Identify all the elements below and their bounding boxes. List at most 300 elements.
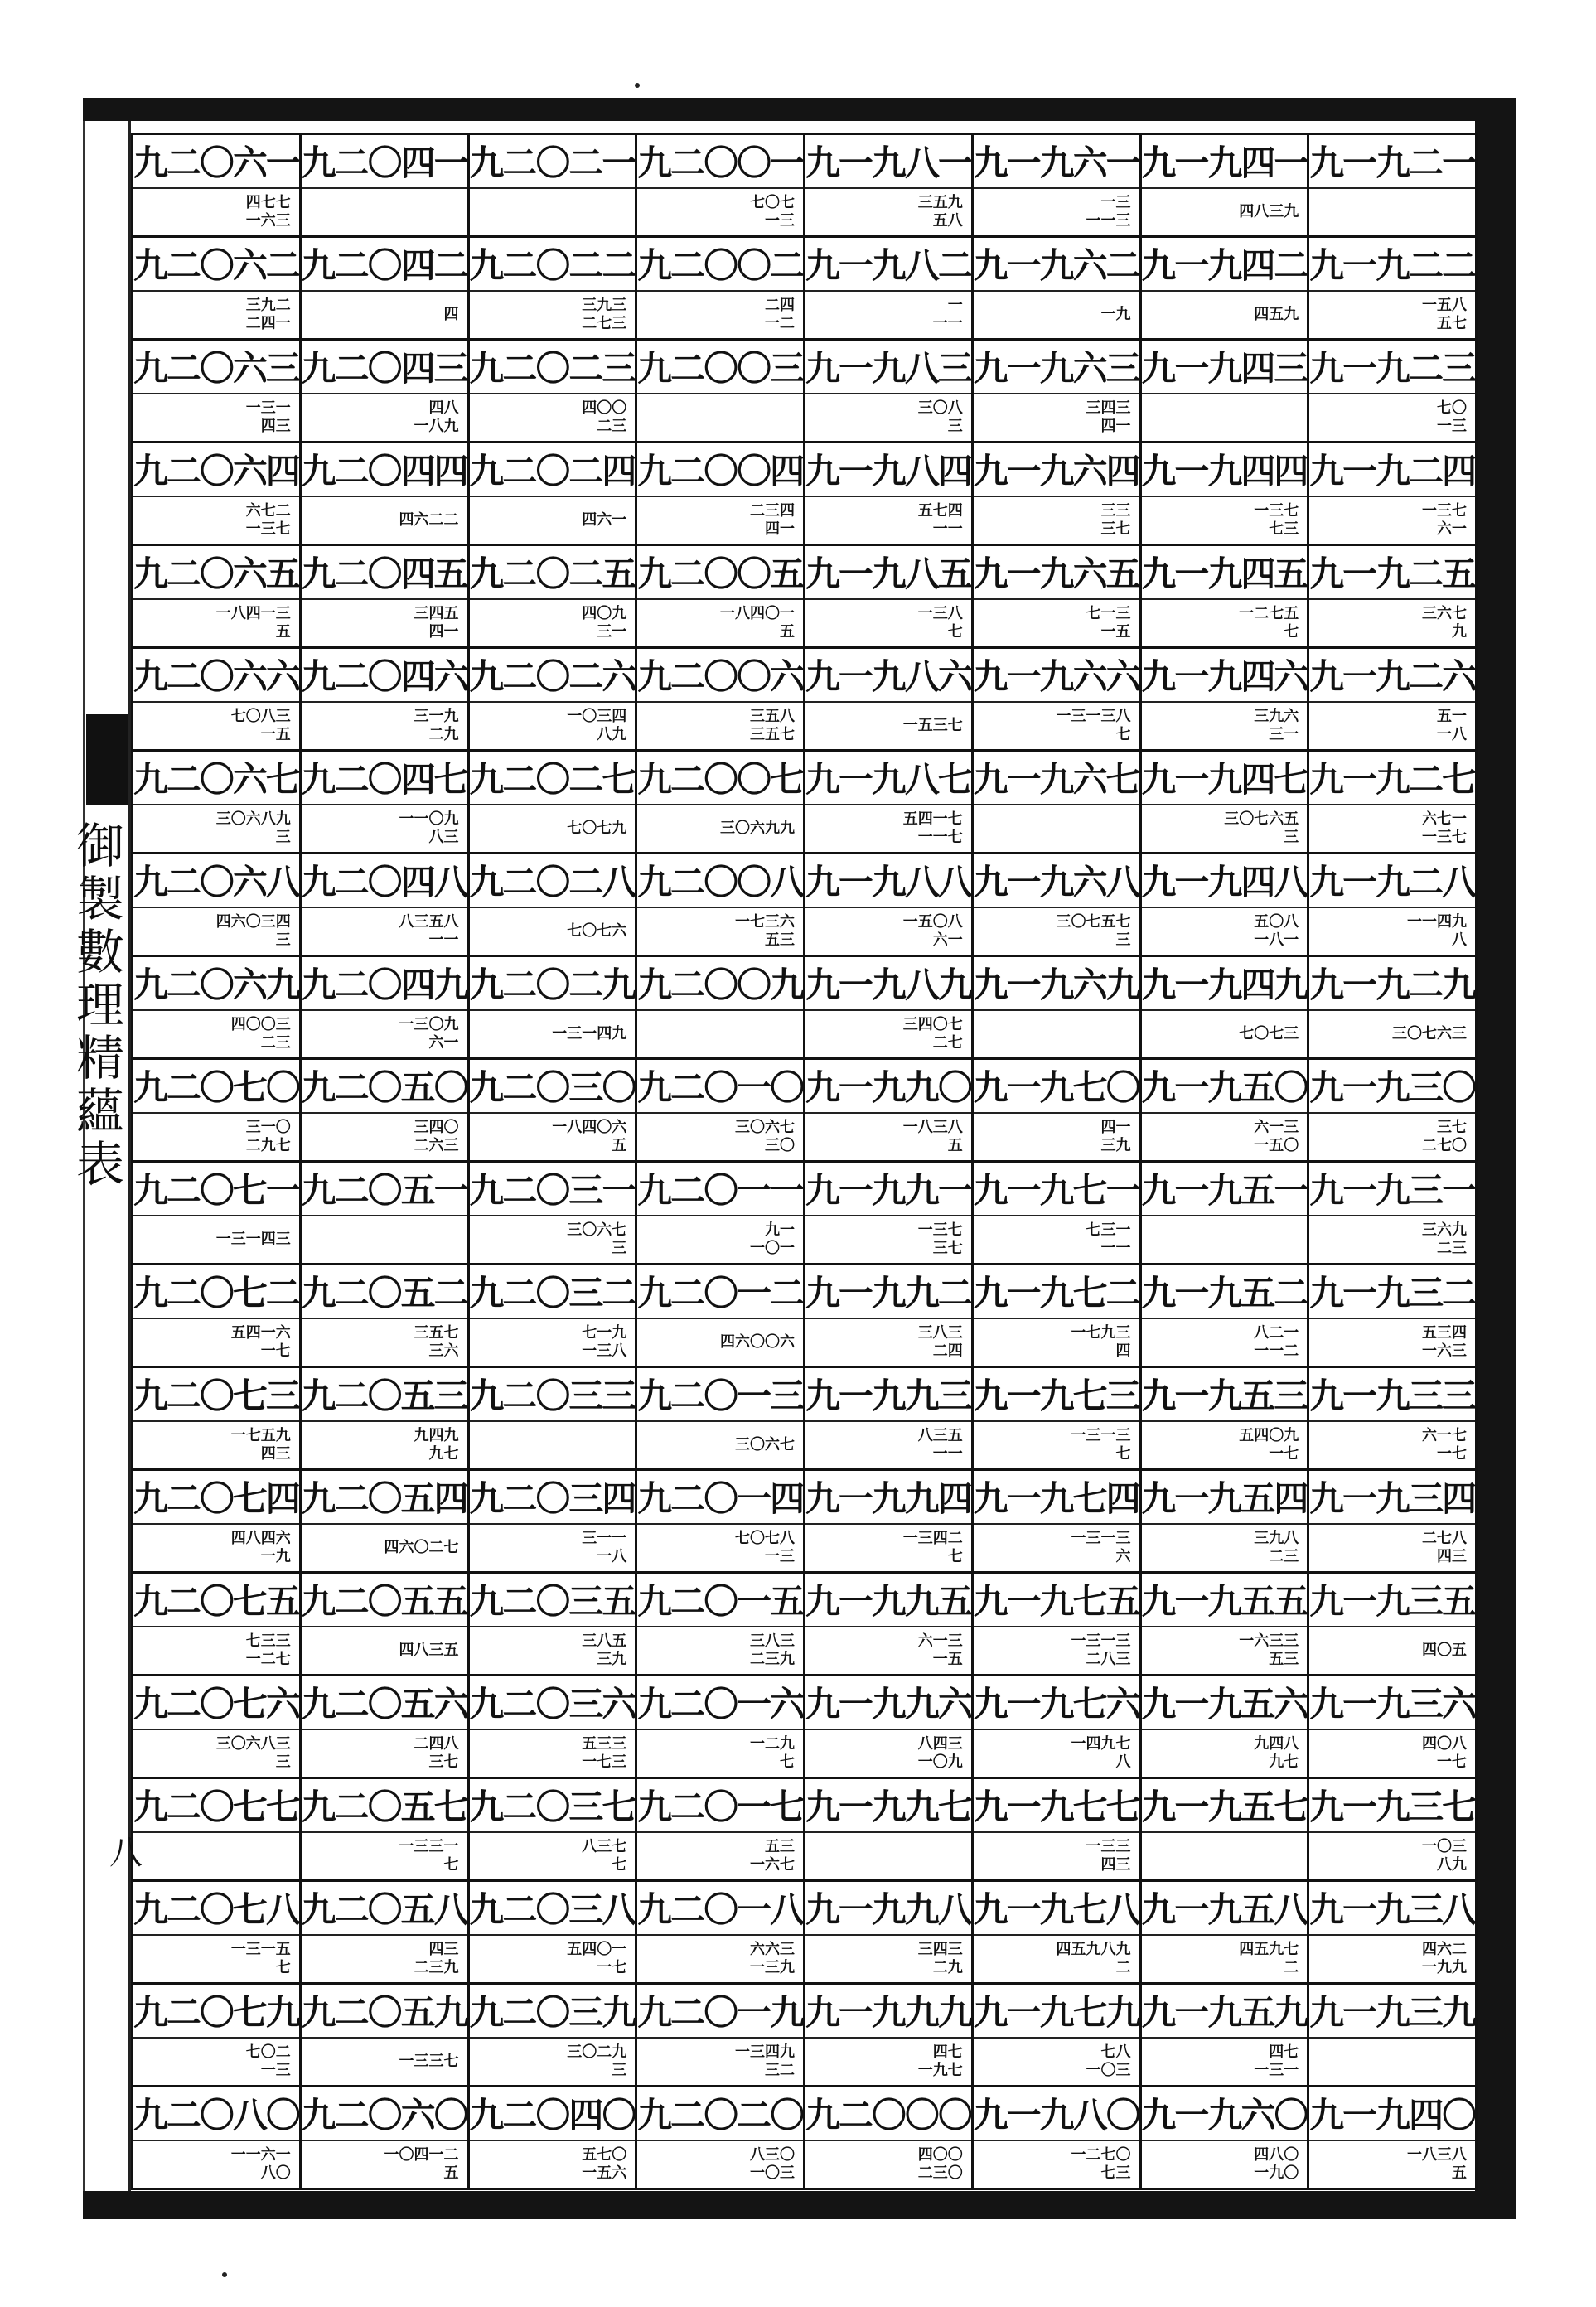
table-number: 九一九五七 bbox=[1142, 1779, 1308, 1833]
factor-line: 一九 bbox=[1100, 305, 1131, 323]
factor-line: 四六〇三四 bbox=[215, 912, 291, 931]
factor-line: 一〇三 bbox=[750, 2164, 795, 2182]
factor-line: 一三一 bbox=[1254, 2061, 1299, 2079]
factor-line: 九四九 bbox=[414, 1426, 459, 1444]
table-factors bbox=[637, 703, 803, 749]
table-number: 九二〇一九 bbox=[637, 1985, 803, 2039]
table-cell bbox=[1142, 2087, 1310, 2190]
factor-line: 一三七 bbox=[1254, 501, 1299, 520]
table-number: 九二〇〇三 bbox=[637, 341, 803, 394]
table-cell bbox=[805, 238, 974, 341]
factor-line: 一〇三 bbox=[1422, 1837, 1467, 1855]
table-number: 九一九五九 bbox=[1142, 1985, 1308, 2039]
table-factors bbox=[637, 189, 803, 235]
table-cell bbox=[1309, 752, 1478, 854]
table-factors bbox=[470, 1627, 636, 1674]
table-number: 九一九八九 bbox=[805, 957, 971, 1011]
table-number: 九二〇八〇 bbox=[133, 2087, 299, 2141]
table-cell bbox=[805, 1265, 974, 1368]
factor-line: 四六〇二七 bbox=[384, 1538, 459, 1556]
factor-line: 一三一三 bbox=[1071, 1529, 1131, 1547]
table-cell bbox=[302, 1574, 470, 1676]
table-factors bbox=[133, 805, 299, 852]
table-cell bbox=[637, 341, 805, 443]
factor-line: 一三七 bbox=[245, 520, 291, 538]
table-number: 九二〇六九 bbox=[133, 957, 299, 1011]
table-cell bbox=[302, 1163, 470, 1265]
table-cell bbox=[637, 135, 805, 238]
factor-line: 三九 bbox=[1100, 1136, 1131, 1154]
factor-line: 一六七 bbox=[750, 1855, 795, 1874]
table-factors bbox=[133, 1833, 299, 1879]
table-cell bbox=[302, 752, 470, 854]
factor-line: 一三八 bbox=[582, 1342, 627, 1360]
table-number: 九二〇六八 bbox=[133, 854, 299, 908]
table-factors bbox=[637, 1216, 803, 1263]
factor-line: 四 bbox=[1115, 1342, 1131, 1360]
table-cell bbox=[133, 649, 302, 752]
table-cell bbox=[302, 1265, 470, 1368]
table-cell bbox=[133, 238, 302, 341]
factor-line: 五四〇一 bbox=[567, 1940, 627, 1958]
table-number: 九二〇三六 bbox=[470, 1676, 636, 1730]
factor-line: 五八 bbox=[932, 211, 963, 230]
table-cell bbox=[1309, 854, 1478, 957]
factor-line: 四八三五 bbox=[399, 1641, 459, 1659]
factor-line: 三三 bbox=[1100, 501, 1131, 520]
factor-line: 三〇六七 bbox=[735, 1118, 795, 1136]
factor-line: 三一〇 bbox=[245, 1118, 291, 1136]
table-number: 九一九五一 bbox=[1142, 1163, 1308, 1216]
table-number: 九二〇四三 bbox=[302, 341, 467, 394]
factor-line: 二三 bbox=[1437, 1239, 1467, 1257]
factor-line: 三八三 bbox=[917, 1323, 963, 1342]
factor-line: 三〇六八三 bbox=[215, 1734, 291, 1753]
table-number: 九一九六三 bbox=[974, 341, 1139, 394]
factor-line: 一三一三 bbox=[1071, 1632, 1131, 1650]
factor-line: 二三 bbox=[1269, 1547, 1299, 1565]
table-cell bbox=[470, 341, 638, 443]
factor-line: 四五九 bbox=[1254, 305, 1299, 323]
table-cell bbox=[637, 1676, 805, 1779]
table-factors bbox=[974, 2141, 1139, 2188]
ink-speck bbox=[635, 83, 640, 88]
table-number: 九二〇二一 bbox=[470, 135, 636, 189]
table-number: 九二〇五八 bbox=[302, 1882, 467, 1936]
page-border-top bbox=[83, 98, 1475, 121]
table-number: 九二〇五六 bbox=[302, 1676, 467, 1730]
factor-line: 七三一 bbox=[1086, 1221, 1131, 1239]
factor-line: 一一〇九 bbox=[399, 810, 459, 828]
table-number: 九一九四二 bbox=[1142, 238, 1308, 292]
table-cell bbox=[302, 443, 470, 546]
factor-line: 四一 bbox=[765, 520, 795, 538]
table-cell bbox=[1142, 1676, 1310, 1779]
factor-line: 七〇 bbox=[1437, 399, 1467, 417]
table-factors bbox=[637, 1627, 803, 1674]
table-factors bbox=[133, 497, 299, 544]
factor-line: 一二七五 bbox=[1239, 604, 1299, 622]
table-number: 九一九五三 bbox=[1142, 1368, 1308, 1422]
factor-line: 一六三 bbox=[1422, 1342, 1467, 1360]
table-number: 九二〇三七 bbox=[470, 1779, 636, 1833]
table-factors bbox=[470, 1833, 636, 1879]
factor-line: 一三一三 bbox=[1071, 1426, 1131, 1444]
table-number: 九一九五八 bbox=[1142, 1882, 1308, 1936]
factor-line: 一七五九 bbox=[230, 1426, 291, 1444]
table-number: 九一九三二 bbox=[1309, 1265, 1475, 1319]
factor-line: 八三〇 bbox=[750, 2145, 795, 2164]
factor-line: 四六二 bbox=[1422, 1940, 1467, 1958]
table-cell bbox=[133, 1368, 302, 1471]
table-number: 九二〇七五 bbox=[133, 1574, 299, 1627]
factor-line: 一五〇八 bbox=[902, 912, 963, 931]
table-number: 九一九三八 bbox=[1309, 1882, 1475, 1936]
table-factors bbox=[302, 1114, 467, 1160]
table-factors bbox=[805, 1011, 971, 1057]
table-factors bbox=[805, 703, 971, 749]
table-number: 九二〇六三 bbox=[133, 341, 299, 394]
factor-line: 三六九 bbox=[1422, 1221, 1467, 1239]
table-cell bbox=[637, 1471, 805, 1574]
factor-line: 七 bbox=[1115, 725, 1131, 743]
table-number: 九一九四三 bbox=[1142, 341, 1308, 394]
table-factors bbox=[470, 1730, 636, 1777]
table-number: 九二〇〇四 bbox=[637, 443, 803, 497]
table-number: 九二〇七六 bbox=[133, 1676, 299, 1730]
table-number: 九二〇二九 bbox=[470, 957, 636, 1011]
factor-line: 三〇七六三 bbox=[1392, 1024, 1467, 1042]
table-factors bbox=[302, 1833, 467, 1879]
table-number: 九二〇六一 bbox=[133, 135, 299, 189]
table-number: 九二〇三一 bbox=[470, 1163, 636, 1216]
factor-line: 七三 bbox=[1100, 2164, 1131, 2182]
factor-line: 八九 bbox=[1437, 1855, 1467, 1874]
factor-line: 三〇六七 bbox=[567, 1221, 627, 1239]
factor-line: 一九九 bbox=[1422, 1958, 1467, 1976]
fishtail-mark bbox=[86, 714, 128, 805]
table-cell bbox=[974, 1368, 1142, 1471]
factor-line: 三四三 bbox=[1086, 399, 1131, 417]
table-factors bbox=[133, 2039, 299, 2085]
table-number: 九一九四五 bbox=[1142, 546, 1308, 600]
table-cell bbox=[133, 1574, 302, 1676]
table-cell bbox=[974, 341, 1142, 443]
factor-line: 一三〇九 bbox=[399, 1015, 459, 1033]
table-number: 九一九八五 bbox=[805, 546, 971, 600]
factor-line: 三〇六九九 bbox=[720, 819, 795, 837]
table-number: 九一九三六 bbox=[1309, 1676, 1475, 1730]
factor-line: 一五 bbox=[932, 1650, 963, 1668]
factor-line: 一三一四九 bbox=[552, 1024, 627, 1042]
table-cell bbox=[1142, 1882, 1310, 1985]
factor-line: 四三 bbox=[428, 1940, 459, 1958]
table-cell bbox=[470, 546, 638, 649]
table-cell bbox=[805, 135, 974, 238]
table-cell bbox=[805, 1574, 974, 1676]
table-factors bbox=[470, 1011, 636, 1057]
table-factors bbox=[1309, 1936, 1475, 1982]
table-cell bbox=[302, 1368, 470, 1471]
table-number: 九一九七一 bbox=[974, 1163, 1139, 1216]
factor-line: 五 bbox=[612, 1136, 627, 1154]
factor-line: 四八三九 bbox=[1239, 202, 1299, 220]
factor-line: 一 bbox=[947, 296, 963, 314]
factor-line: 七 bbox=[947, 622, 963, 641]
table-number: 九二〇六七 bbox=[133, 752, 299, 805]
table-number: 九二〇二三 bbox=[470, 341, 636, 394]
table-cell bbox=[637, 649, 805, 752]
table-number: 九一九六九 bbox=[974, 957, 1139, 1011]
table-number: 九二〇七三 bbox=[133, 1368, 299, 1422]
factor-line: 二九 bbox=[428, 725, 459, 743]
table-cell bbox=[1309, 443, 1478, 546]
table-factors bbox=[805, 1216, 971, 1263]
table-cell bbox=[637, 1265, 805, 1368]
factor-line: 四一 bbox=[1100, 1118, 1131, 1136]
factor-line: 七一三 bbox=[1086, 604, 1131, 622]
factor-line: 三一 bbox=[1269, 725, 1299, 743]
table-factors bbox=[302, 1730, 467, 1777]
factor-line: 七〇八三 bbox=[230, 707, 291, 725]
factor-line: 三四〇七 bbox=[902, 1015, 963, 1033]
factor-line: 三 bbox=[1115, 931, 1131, 949]
factor-line: 一七 bbox=[597, 1958, 627, 1976]
table-factors bbox=[805, 1114, 971, 1160]
table-cell bbox=[302, 854, 470, 957]
factor-line: 三〇六八九 bbox=[215, 810, 291, 828]
table-cell bbox=[1309, 957, 1478, 1060]
table-cell bbox=[1142, 1265, 1310, 1368]
table-factors bbox=[974, 1833, 1139, 1879]
factor-line: 一五 bbox=[1100, 622, 1131, 641]
factor-line: 三 bbox=[1284, 828, 1299, 846]
table-factors bbox=[133, 1730, 299, 1777]
table-factors bbox=[133, 1319, 299, 1366]
table-factors bbox=[302, 2039, 467, 2085]
factor-line: 六一三 bbox=[1254, 1118, 1299, 1136]
table-number: 九二〇五〇 bbox=[302, 1060, 467, 1114]
table-factors bbox=[1309, 1730, 1475, 1777]
factor-line: 三一九 bbox=[414, 707, 459, 725]
table-factors bbox=[1142, 497, 1308, 544]
table-cell bbox=[637, 1985, 805, 2087]
table-number: 九二〇六二 bbox=[133, 238, 299, 292]
table-number: 九二〇一七 bbox=[637, 1779, 803, 1833]
table-cell bbox=[805, 1060, 974, 1163]
table-factors bbox=[133, 908, 299, 955]
table-cell bbox=[974, 1779, 1142, 1882]
table-number: 九一九五二 bbox=[1142, 1265, 1308, 1319]
table-cell bbox=[637, 752, 805, 854]
factor-line: 三八三 bbox=[750, 1632, 795, 1650]
ink-speck bbox=[222, 2272, 227, 2277]
table-number: 九一九九二 bbox=[805, 1265, 971, 1319]
table-number: 九一九七三 bbox=[974, 1368, 1139, 1422]
table-factors bbox=[974, 497, 1139, 544]
table-factors bbox=[302, 1216, 467, 1263]
factor-line: 一三 bbox=[765, 1547, 795, 1565]
factor-line: 三七 bbox=[428, 1753, 459, 1771]
factor-line: 三五七 bbox=[750, 725, 795, 743]
factor-line: 五四〇九 bbox=[1239, 1426, 1299, 1444]
table-number: 九一九五六 bbox=[1142, 1676, 1308, 1730]
factor-line: 一五 bbox=[260, 725, 291, 743]
factor-line: 八二一 bbox=[1254, 1323, 1299, 1342]
factor-line: 九七 bbox=[428, 1444, 459, 1463]
table-number: 九一九七六 bbox=[974, 1676, 1139, 1730]
factor-line: 三〇六七 bbox=[735, 1435, 795, 1453]
table-factors bbox=[302, 1422, 467, 1468]
table-cell bbox=[1309, 1163, 1478, 1265]
factor-line: 三七 bbox=[1100, 520, 1131, 538]
table-factors bbox=[974, 1216, 1139, 1263]
table-cell bbox=[974, 1882, 1142, 1985]
table-factors bbox=[1309, 292, 1475, 338]
factor-line: 四〇〇 bbox=[582, 399, 627, 417]
table-factors bbox=[974, 1936, 1139, 1982]
table-factors bbox=[637, 1525, 803, 1571]
table-number: 九二〇三二 bbox=[470, 1265, 636, 1319]
factor-line: 五 bbox=[443, 2164, 459, 2182]
table-cell bbox=[805, 2087, 974, 2190]
table-number: 九二〇七二 bbox=[133, 1265, 299, 1319]
table-factors bbox=[302, 600, 467, 646]
factor-line: 一一三 bbox=[1086, 211, 1131, 230]
table-number: 九二〇一四 bbox=[637, 1471, 803, 1525]
factor-line: 三五七 bbox=[414, 1323, 459, 1342]
table-number: 九二〇三三 bbox=[470, 1368, 636, 1422]
table-number: 九一九二二 bbox=[1309, 238, 1475, 292]
table-number: 九一九六七 bbox=[974, 752, 1139, 805]
table-number: 九二〇二六 bbox=[470, 649, 636, 703]
table-factors bbox=[1142, 394, 1308, 441]
factor-line: 五 bbox=[780, 622, 795, 641]
table-factors bbox=[1142, 189, 1308, 235]
factor-line: 九四八 bbox=[1254, 1734, 1299, 1753]
table-cell bbox=[302, 1779, 470, 1882]
table-factors bbox=[974, 1525, 1139, 1571]
table-cell bbox=[1142, 1574, 1310, 1676]
factor-line: 四〇〇三 bbox=[230, 1015, 291, 1033]
factor-line: 六一七 bbox=[1422, 1426, 1467, 1444]
table-number: 九二〇七九 bbox=[133, 1985, 299, 2039]
factor-line: 三四〇 bbox=[414, 1118, 459, 1136]
table-cell bbox=[133, 752, 302, 854]
table-number: 九二〇〇二 bbox=[637, 238, 803, 292]
factor-line: 一一四九 bbox=[1407, 912, 1467, 931]
factor-line: 一八四一三 bbox=[215, 604, 291, 622]
factor-line: 四〇九 bbox=[582, 604, 627, 622]
factor-line: 一二七 bbox=[245, 1650, 291, 1668]
factor-line: 九一 bbox=[765, 1221, 795, 1239]
factor-line: 二四 bbox=[765, 296, 795, 314]
table-cell bbox=[133, 1265, 302, 1368]
table-number: 九二〇一〇 bbox=[637, 1060, 803, 1114]
factor-line: 七 bbox=[780, 1753, 795, 1771]
factor-line: 五三 bbox=[765, 1837, 795, 1855]
factor-line: 二三 bbox=[260, 1033, 291, 1052]
table-cell bbox=[1309, 1368, 1478, 1471]
factor-line: 一四九七 bbox=[1071, 1734, 1131, 1753]
table-factors bbox=[1142, 1216, 1308, 1263]
factor-line: 一七 bbox=[1437, 1753, 1467, 1771]
table-number: 九一九六八 bbox=[974, 854, 1139, 908]
factor-line: 七〇七六 bbox=[567, 921, 627, 940]
factor-line: 一六三 bbox=[245, 211, 291, 230]
table-number: 九一九二三 bbox=[1309, 341, 1475, 394]
factor-line: 七一九 bbox=[582, 1323, 627, 1342]
factor-line: 一七九三 bbox=[1071, 1323, 1131, 1342]
table-factors bbox=[974, 1319, 1139, 1366]
table-cell bbox=[1309, 1471, 1478, 1574]
table-factors bbox=[302, 1627, 467, 1674]
factor-line: 三〇七六五 bbox=[1224, 810, 1299, 828]
table-factors bbox=[470, 1216, 636, 1263]
table-factors bbox=[974, 2039, 1139, 2085]
factor-line: 五三四 bbox=[1422, 1323, 1467, 1342]
table-number: 九一九四九 bbox=[1142, 957, 1308, 1011]
table-cell bbox=[302, 135, 470, 238]
table-factors bbox=[974, 1011, 1139, 1057]
table-factors bbox=[805, 292, 971, 338]
table-factors bbox=[1142, 1319, 1308, 1366]
table-cell bbox=[133, 1985, 302, 2087]
factor-line: 三六七 bbox=[1422, 604, 1467, 622]
factor-line: 六一三 bbox=[917, 1632, 963, 1650]
table-cell bbox=[974, 1676, 1142, 1779]
factor-line: 五 bbox=[275, 622, 291, 641]
table-number: 九二〇二八 bbox=[470, 854, 636, 908]
factor-line: 一三三 bbox=[1086, 1837, 1131, 1855]
table-cell bbox=[805, 854, 974, 957]
factor-line: 一一七 bbox=[917, 828, 963, 846]
table-number: 九一九九三 bbox=[805, 1368, 971, 1422]
factor-line: 七 bbox=[947, 1547, 963, 1565]
table-factors bbox=[637, 1936, 803, 1982]
table-factors bbox=[133, 1422, 299, 1468]
factor-line: 五 bbox=[947, 1136, 963, 1154]
table-cell bbox=[1142, 238, 1310, 341]
factor-line: 三 bbox=[612, 1239, 627, 1257]
table-number: 九一九五四 bbox=[1142, 1471, 1308, 1525]
factor-line: 六 bbox=[1115, 1547, 1131, 1565]
table-number: 九一九六一 bbox=[974, 135, 1139, 189]
factor-line: 三〇二九 bbox=[567, 2043, 627, 2061]
table-cell bbox=[470, 1985, 638, 2087]
table-factors bbox=[302, 908, 467, 955]
table-number: 九二〇六六 bbox=[133, 649, 299, 703]
table-number: 九一九三三 bbox=[1309, 1368, 1475, 1422]
table-cell bbox=[637, 1163, 805, 1265]
table-cell bbox=[470, 1060, 638, 1163]
factor-line: 三 bbox=[275, 931, 291, 949]
table-factors bbox=[1142, 703, 1308, 749]
table-number: 九二〇六五 bbox=[133, 546, 299, 600]
table-cell bbox=[805, 957, 974, 1060]
factor-line: 一五八 bbox=[1422, 296, 1467, 314]
table-factors bbox=[805, 394, 971, 441]
table-number: 九二〇七八 bbox=[133, 1882, 299, 1936]
factor-line: 五 bbox=[1452, 2164, 1467, 2182]
table-number: 九一九六五 bbox=[974, 546, 1139, 600]
factor-line: 八三五 bbox=[917, 1426, 963, 1444]
factor-line: 六七一 bbox=[1422, 810, 1467, 828]
table-number: 九一九八二 bbox=[805, 238, 971, 292]
table-cell bbox=[974, 1574, 1142, 1676]
table-factors bbox=[470, 1525, 636, 1571]
table-cell bbox=[637, 1368, 805, 1471]
